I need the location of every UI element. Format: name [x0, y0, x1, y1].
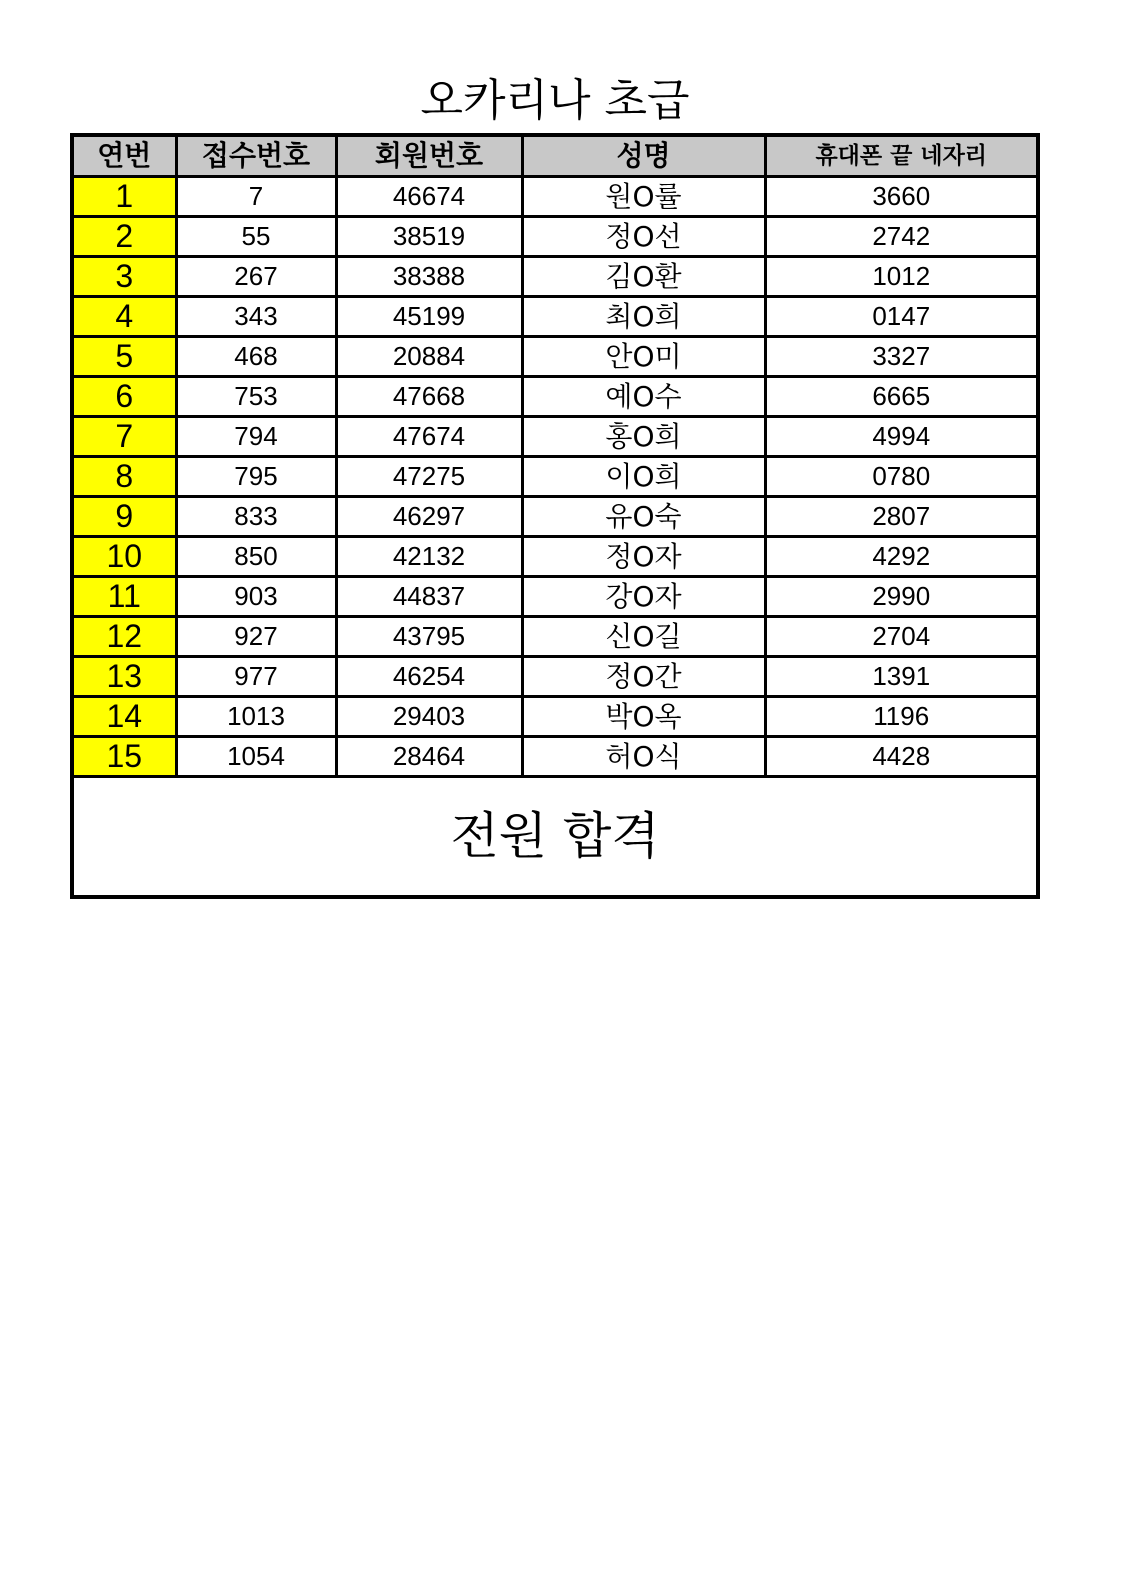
cell-receipt-number: 850	[176, 537, 336, 577]
results-table	[70, 133, 1040, 899]
cell-name: 정O선	[522, 217, 765, 257]
cell-receipt-number: 795	[176, 457, 336, 497]
cell-phone-last-four: 1391	[765, 657, 1038, 697]
cell-phone-last-four: 4428	[765, 737, 1038, 777]
table-row	[72, 217, 1038, 257]
column-header-member-number: 회원번호	[336, 135, 522, 177]
cell-phone-last-four: 6665	[765, 377, 1038, 417]
cell-member-number: 28464	[336, 737, 522, 777]
cell-receipt-number: 55	[176, 217, 336, 257]
cell-index: 3	[72, 257, 176, 297]
cell-receipt-number: 343	[176, 297, 336, 337]
cell-member-number: 29403	[336, 697, 522, 737]
table-row	[72, 657, 1038, 697]
cell-name: 안O미	[522, 337, 765, 377]
cell-name: 이O희	[522, 457, 765, 497]
table-row	[72, 417, 1038, 457]
page-title: 오카리나 초급	[420, 75, 690, 126]
cell-index: 9	[72, 497, 176, 537]
cell-name: 유O숙	[522, 497, 765, 537]
cell-index: 10	[72, 537, 176, 577]
cell-receipt-number: 1013	[176, 697, 336, 737]
cell-index: 11	[72, 577, 176, 617]
cell-member-number: 20884	[336, 337, 522, 377]
cell-phone-last-four: 2704	[765, 617, 1038, 657]
column-header-phone-last-four: 휴대폰 끝 네자리	[765, 135, 1038, 177]
cell-receipt-number: 1054	[176, 737, 336, 777]
cell-phone-last-four: 1012	[765, 257, 1038, 297]
pass-notice: 전원 합격	[72, 777, 1038, 898]
cell-index: 7	[72, 417, 176, 457]
cell-phone-last-four: 3327	[765, 337, 1038, 377]
cell-member-number: 46674	[336, 177, 522, 217]
cell-name: 허O식	[522, 737, 765, 777]
cell-name: 김O환	[522, 257, 765, 297]
cell-receipt-number: 977	[176, 657, 336, 697]
cell-name: 예O수	[522, 377, 765, 417]
cell-index: 8	[72, 457, 176, 497]
table-row	[72, 537, 1038, 577]
cell-name: 정O간	[522, 657, 765, 697]
cell-phone-last-four: 2742	[765, 217, 1038, 257]
cell-member-number: 38388	[336, 257, 522, 297]
table-row	[72, 457, 1038, 497]
cell-name: 홍O희	[522, 417, 765, 457]
cell-phone-last-four: 4292	[765, 537, 1038, 577]
cell-phone-last-four: 3660	[765, 177, 1038, 217]
cell-phone-last-four: 2807	[765, 497, 1038, 537]
cell-member-number: 46254	[336, 657, 522, 697]
cell-member-number: 46297	[336, 497, 522, 537]
table-row	[72, 257, 1038, 297]
cell-name: 박O옥	[522, 697, 765, 737]
cell-index: 15	[72, 737, 176, 777]
cell-receipt-number: 753	[176, 377, 336, 417]
cell-index: 1	[72, 177, 176, 217]
table-row	[72, 697, 1038, 737]
cell-phone-last-four: 1196	[765, 697, 1038, 737]
column-header-index: 연번	[72, 135, 176, 177]
cell-member-number: 47668	[336, 377, 522, 417]
table-row	[72, 337, 1038, 377]
column-header-receipt-number: 접수번호	[176, 135, 336, 177]
cell-index: 5	[72, 337, 176, 377]
table-row	[72, 297, 1038, 337]
cell-index: 13	[72, 657, 176, 697]
cell-index: 14	[72, 697, 176, 737]
cell-receipt-number: 267	[176, 257, 336, 297]
table-row	[72, 497, 1038, 537]
table-row	[72, 577, 1038, 617]
cell-member-number: 47275	[336, 457, 522, 497]
table-body	[72, 177, 1038, 898]
table-row	[72, 617, 1038, 657]
cell-receipt-number: 468	[176, 337, 336, 377]
cell-receipt-number: 927	[176, 617, 336, 657]
table-header-row	[72, 135, 1038, 177]
cell-name: 최O희	[522, 297, 765, 337]
cell-member-number: 42132	[336, 537, 522, 577]
cell-receipt-number: 794	[176, 417, 336, 457]
table-row	[72, 377, 1038, 417]
cell-member-number: 44837	[336, 577, 522, 617]
table-row	[72, 737, 1038, 777]
cell-receipt-number: 7	[176, 177, 336, 217]
cell-member-number: 47674	[336, 417, 522, 457]
cell-index: 2	[72, 217, 176, 257]
cell-index: 6	[72, 377, 176, 417]
table-row	[72, 177, 1038, 217]
cell-phone-last-four: 4994	[765, 417, 1038, 457]
cell-receipt-number: 903	[176, 577, 336, 617]
cell-index: 4	[72, 297, 176, 337]
cell-phone-last-four: 0147	[765, 297, 1038, 337]
cell-name: 신O길	[522, 617, 765, 657]
cell-member-number: 45199	[336, 297, 522, 337]
cell-index: 12	[72, 617, 176, 657]
cell-name: 원O률	[522, 177, 765, 217]
cell-phone-last-four: 2990	[765, 577, 1038, 617]
cell-name: 정O자	[522, 537, 765, 577]
cell-receipt-number: 833	[176, 497, 336, 537]
column-header-name: 성명	[522, 135, 765, 177]
cell-member-number: 38519	[336, 217, 522, 257]
cell-name: 강O자	[522, 577, 765, 617]
cell-member-number: 43795	[336, 617, 522, 657]
footer-row	[72, 777, 1038, 898]
cell-phone-last-four: 0780	[765, 457, 1038, 497]
